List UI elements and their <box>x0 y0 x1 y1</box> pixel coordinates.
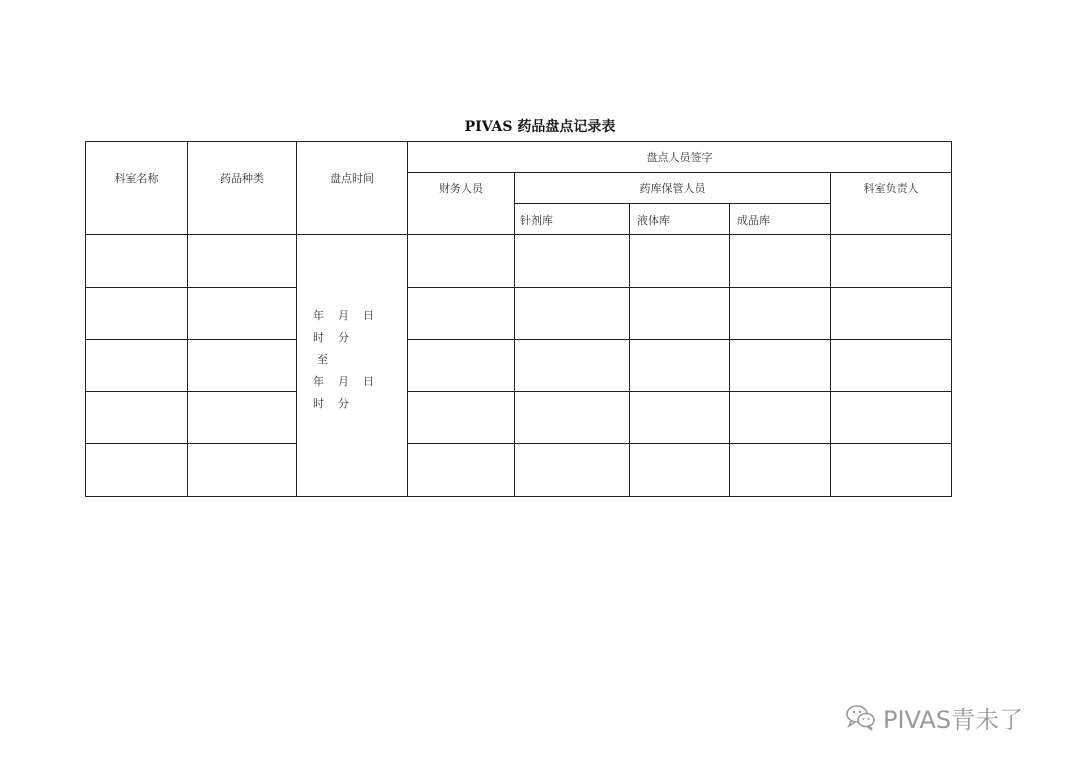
header-dept-name: 科室名称 <box>114 172 159 185</box>
table-line <box>629 203 630 497</box>
count-time-template <box>313 305 374 415</box>
header-count-time: 盘点时间 <box>330 172 374 185</box>
table-border-top <box>85 141 952 142</box>
table-border-bottom <box>85 496 952 497</box>
page-title: PIVAS 药品盘点记录表 <box>464 119 616 135</box>
header-drug-type: 药品种类 <box>220 172 264 185</box>
table-line <box>85 234 952 235</box>
table-line <box>85 443 297 444</box>
table-line <box>729 203 730 497</box>
table-line <box>408 287 952 288</box>
table-line <box>408 443 952 444</box>
table-line <box>85 339 297 340</box>
watermark-text: PIVAS青未了 <box>883 705 1024 734</box>
wechat-icon <box>845 703 877 731</box>
table-line <box>408 339 952 340</box>
time-line-separator: 至 <box>317 353 328 366</box>
table-line <box>514 172 515 497</box>
time-line-end-date: 年 月 日 <box>313 375 374 388</box>
time-line-start-date: 年 月 日 <box>313 309 374 322</box>
watermark <box>845 700 1023 734</box>
header-finished-store: 成品库 <box>737 214 770 227</box>
table-border-right <box>951 141 952 497</box>
time-line-start-time: 时 分 <box>313 331 349 344</box>
table-line <box>408 172 952 173</box>
table-line <box>830 172 831 497</box>
header-injection-store: 针剂库 <box>520 214 553 227</box>
table-line <box>85 391 297 392</box>
header-signatures: 盘点人员签字 <box>646 151 713 164</box>
header-liquid-store: 液体库 <box>637 214 670 227</box>
table-line <box>515 203 831 204</box>
table-line <box>408 391 952 392</box>
table-line <box>296 141 297 497</box>
table-line <box>85 287 297 288</box>
time-line-end-time: 时 分 <box>313 397 349 410</box>
table-line <box>187 141 188 497</box>
header-finance: 财务人员 <box>439 182 483 195</box>
header-pharmacy-keepers: 药库保管人员 <box>639 182 706 195</box>
table-border-left <box>85 141 86 497</box>
header-dept-head: 科室负责人 <box>863 182 919 195</box>
